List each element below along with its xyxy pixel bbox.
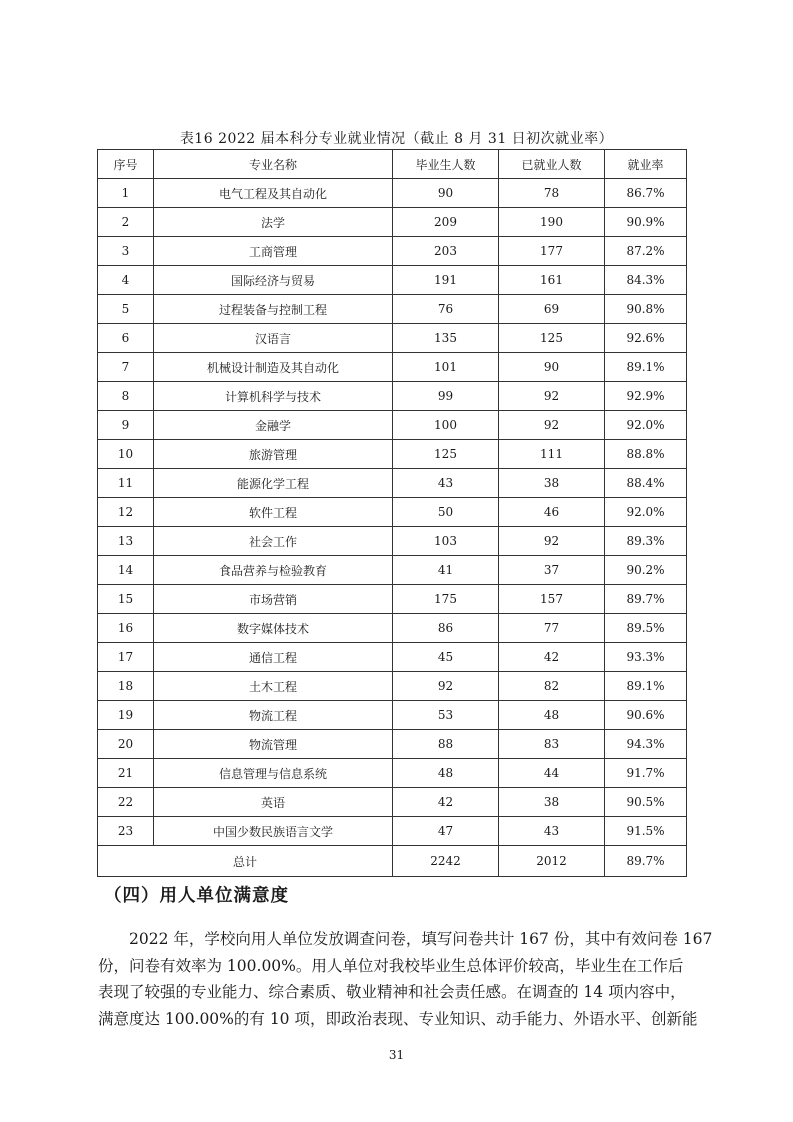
cell-major: 食品营养与检验教育 bbox=[154, 556, 393, 585]
cell-rate: 89.1% bbox=[605, 672, 687, 701]
paragraph-line: 满意度达 100.00%的有 10 项，即政治表现、专业知识、动手能力、外语水平、创新能 bbox=[98, 1009, 698, 1028]
cell-major: 物流管理 bbox=[154, 730, 393, 759]
cell-employed: 37 bbox=[499, 556, 605, 585]
table-row bbox=[98, 440, 687, 469]
cell-graduates: 209 bbox=[393, 208, 499, 237]
cell-rate: 90.9% bbox=[605, 208, 687, 237]
table-row bbox=[98, 527, 687, 556]
cell-major: 金融学 bbox=[154, 411, 393, 440]
header-major: 专业名称 bbox=[154, 150, 393, 179]
table-caption: 表16 2022 届本科分专业就业情况（截止 8 月 31 日初次就业率） bbox=[179, 131, 614, 147]
table-row bbox=[98, 672, 687, 701]
cell-index: 19 bbox=[98, 701, 154, 730]
total-rate: 89.7% bbox=[605, 846, 687, 877]
cell-graduates: 76 bbox=[393, 295, 499, 324]
cell-rate: 84.3% bbox=[605, 266, 687, 295]
page-number: 31 bbox=[388, 1048, 405, 1062]
section-title: （四）用人单位满意度 bbox=[104, 886, 289, 906]
cell-graduates: 41 bbox=[393, 556, 499, 585]
cell-major: 数字媒体技术 bbox=[154, 614, 393, 643]
cell-rate: 88.4% bbox=[605, 469, 687, 498]
cell-employed: 83 bbox=[499, 730, 605, 759]
cell-rate: 86.7% bbox=[605, 179, 687, 208]
cell-employed: 69 bbox=[499, 295, 605, 324]
cell-major: 物流工程 bbox=[154, 701, 393, 730]
cell-index: 15 bbox=[98, 585, 154, 614]
table-row bbox=[98, 208, 687, 237]
cell-graduates: 99 bbox=[393, 382, 499, 411]
cell-employed: 46 bbox=[499, 498, 605, 527]
cell-graduates: 53 bbox=[393, 701, 499, 730]
cell-index: 2 bbox=[98, 208, 154, 237]
cell-rate: 92.0% bbox=[605, 498, 687, 527]
header-graduates: 毕业生人数 bbox=[393, 150, 499, 179]
cell-major: 电气工程及其自动化 bbox=[154, 179, 393, 208]
cell-rate: 88.8% bbox=[605, 440, 687, 469]
cell-major: 法学 bbox=[154, 208, 393, 237]
total-graduates: 2242 bbox=[393, 846, 499, 877]
table-row bbox=[98, 266, 687, 295]
cell-graduates: 101 bbox=[393, 353, 499, 382]
cell-rate: 91.7% bbox=[605, 759, 687, 788]
cell-rate: 89.3% bbox=[605, 527, 687, 556]
cell-index: 17 bbox=[98, 643, 154, 672]
cell-graduates: 203 bbox=[393, 237, 499, 266]
cell-employed: 78 bbox=[499, 179, 605, 208]
cell-employed: 38 bbox=[499, 788, 605, 817]
table-row bbox=[98, 469, 687, 498]
cell-employed: 48 bbox=[499, 701, 605, 730]
cell-employed: 190 bbox=[499, 208, 605, 237]
header-rate: 就业率 bbox=[605, 150, 687, 179]
table-row bbox=[98, 701, 687, 730]
cell-employed: 90 bbox=[499, 353, 605, 382]
cell-graduates: 191 bbox=[393, 266, 499, 295]
cell-graduates: 135 bbox=[393, 324, 499, 353]
cell-index: 4 bbox=[98, 266, 154, 295]
cell-index: 10 bbox=[98, 440, 154, 469]
table-row bbox=[98, 788, 687, 817]
cell-graduates: 90 bbox=[393, 179, 499, 208]
total-employed: 2012 bbox=[499, 846, 605, 877]
employment-table bbox=[97, 149, 687, 877]
cell-major: 土木工程 bbox=[154, 672, 393, 701]
cell-index: 21 bbox=[98, 759, 154, 788]
cell-employed: 44 bbox=[499, 759, 605, 788]
cell-graduates: 103 bbox=[393, 527, 499, 556]
cell-rate: 91.5% bbox=[605, 817, 687, 846]
cell-index: 16 bbox=[98, 614, 154, 643]
cell-index: 20 bbox=[98, 730, 154, 759]
cell-graduates: 125 bbox=[393, 440, 499, 469]
cell-index: 9 bbox=[98, 411, 154, 440]
cell-employed: 43 bbox=[499, 817, 605, 846]
cell-graduates: 42 bbox=[393, 788, 499, 817]
cell-major: 中国少数民族语言文学 bbox=[154, 817, 393, 846]
cell-graduates: 92 bbox=[393, 672, 499, 701]
cell-rate: 90.2% bbox=[605, 556, 687, 585]
cell-rate: 89.7% bbox=[605, 585, 687, 614]
cell-employed: 38 bbox=[499, 469, 605, 498]
cell-employed: 42 bbox=[499, 643, 605, 672]
cell-rate: 90.5% bbox=[605, 788, 687, 817]
cell-index: 14 bbox=[98, 556, 154, 585]
cell-major: 工商管理 bbox=[154, 237, 393, 266]
table-row bbox=[98, 295, 687, 324]
table-row bbox=[98, 179, 687, 208]
paragraph-line: 份，问卷有效率为 100.00%。用人单位对我校毕业生总体评价较高，毕业生在工作后 bbox=[98, 956, 684, 975]
cell-major: 信息管理与信息系统 bbox=[154, 759, 393, 788]
table-row bbox=[98, 382, 687, 411]
cell-index: 5 bbox=[98, 295, 154, 324]
cell-employed: 177 bbox=[499, 237, 605, 266]
header-employed: 已就业人数 bbox=[499, 150, 605, 179]
table-row bbox=[98, 817, 687, 846]
cell-major: 国际经济与贸易 bbox=[154, 266, 393, 295]
cell-major: 计算机科学与技术 bbox=[154, 382, 393, 411]
cell-major: 社会工作 bbox=[154, 527, 393, 556]
cell-employed: 77 bbox=[499, 614, 605, 643]
cell-index: 12 bbox=[98, 498, 154, 527]
cell-employed: 92 bbox=[499, 382, 605, 411]
cell-major: 机械设计制造及其自动化 bbox=[154, 353, 393, 382]
cell-major: 能源化学工程 bbox=[154, 469, 393, 498]
cell-rate: 92.9% bbox=[605, 382, 687, 411]
cell-index: 22 bbox=[98, 788, 154, 817]
cell-rate: 89.5% bbox=[605, 614, 687, 643]
cell-rate: 87.2% bbox=[605, 237, 687, 266]
cell-graduates: 88 bbox=[393, 730, 499, 759]
cell-graduates: 175 bbox=[393, 585, 499, 614]
table-row bbox=[98, 614, 687, 643]
table-row bbox=[98, 498, 687, 527]
cell-index: 18 bbox=[98, 672, 154, 701]
table-row bbox=[98, 643, 687, 672]
cell-employed: 125 bbox=[499, 324, 605, 353]
table-row bbox=[98, 759, 687, 788]
table-row bbox=[98, 556, 687, 585]
cell-index: 8 bbox=[98, 382, 154, 411]
paragraph-line: 2022 年，学校向用人单位发放调查问卷，填写问卷共计 167 份，其中有效问卷 167 bbox=[129, 930, 713, 948]
cell-index: 13 bbox=[98, 527, 154, 556]
table-header-row bbox=[98, 150, 687, 179]
cell-employed: 161 bbox=[499, 266, 605, 295]
cell-rate: 89.1% bbox=[605, 353, 687, 382]
cell-graduates: 47 bbox=[393, 817, 499, 846]
table-row bbox=[98, 237, 687, 266]
table-row bbox=[98, 730, 687, 759]
cell-index: 7 bbox=[98, 353, 154, 382]
cell-major: 通信工程 bbox=[154, 643, 393, 672]
cell-major: 软件工程 bbox=[154, 498, 393, 527]
table-row bbox=[98, 324, 687, 353]
table-row bbox=[98, 585, 687, 614]
cell-rate: 94.3% bbox=[605, 730, 687, 759]
body-paragraph bbox=[98, 926, 713, 1032]
total-label: 总计 bbox=[98, 846, 393, 877]
cell-rate: 92.6% bbox=[605, 324, 687, 353]
cell-index: 6 bbox=[98, 324, 154, 353]
paragraph-line: 表现了较强的专业能力、综合素质、敬业精神和社会责任感。在调查的 14 项内容中， bbox=[98, 983, 686, 1001]
cell-index: 1 bbox=[98, 179, 154, 208]
table-row bbox=[98, 353, 687, 382]
cell-rate: 93.3% bbox=[605, 643, 687, 672]
cell-graduates: 45 bbox=[393, 643, 499, 672]
cell-employed: 82 bbox=[499, 672, 605, 701]
cell-employed: 92 bbox=[499, 527, 605, 556]
cell-graduates: 50 bbox=[393, 498, 499, 527]
table-row bbox=[98, 411, 687, 440]
cell-employed: 92 bbox=[499, 411, 605, 440]
cell-rate: 92.0% bbox=[605, 411, 687, 440]
cell-index: 3 bbox=[98, 237, 154, 266]
cell-major: 旅游管理 bbox=[154, 440, 393, 469]
cell-employed: 157 bbox=[499, 585, 605, 614]
cell-major: 市场营销 bbox=[154, 585, 393, 614]
cell-graduates: 43 bbox=[393, 469, 499, 498]
cell-major: 过程装备与控制工程 bbox=[154, 295, 393, 324]
cell-graduates: 100 bbox=[393, 411, 499, 440]
cell-employed: 111 bbox=[499, 440, 605, 469]
cell-graduates: 48 bbox=[393, 759, 499, 788]
total-row bbox=[98, 846, 687, 877]
cell-rate: 90.8% bbox=[605, 295, 687, 324]
header-index: 序号 bbox=[98, 150, 154, 179]
table-body bbox=[98, 179, 687, 846]
cell-major: 英语 bbox=[154, 788, 393, 817]
cell-index: 23 bbox=[98, 817, 154, 846]
cell-major: 汉语言 bbox=[154, 324, 393, 353]
cell-graduates: 86 bbox=[393, 614, 499, 643]
cell-rate: 90.6% bbox=[605, 701, 687, 730]
cell-index: 11 bbox=[98, 469, 154, 498]
